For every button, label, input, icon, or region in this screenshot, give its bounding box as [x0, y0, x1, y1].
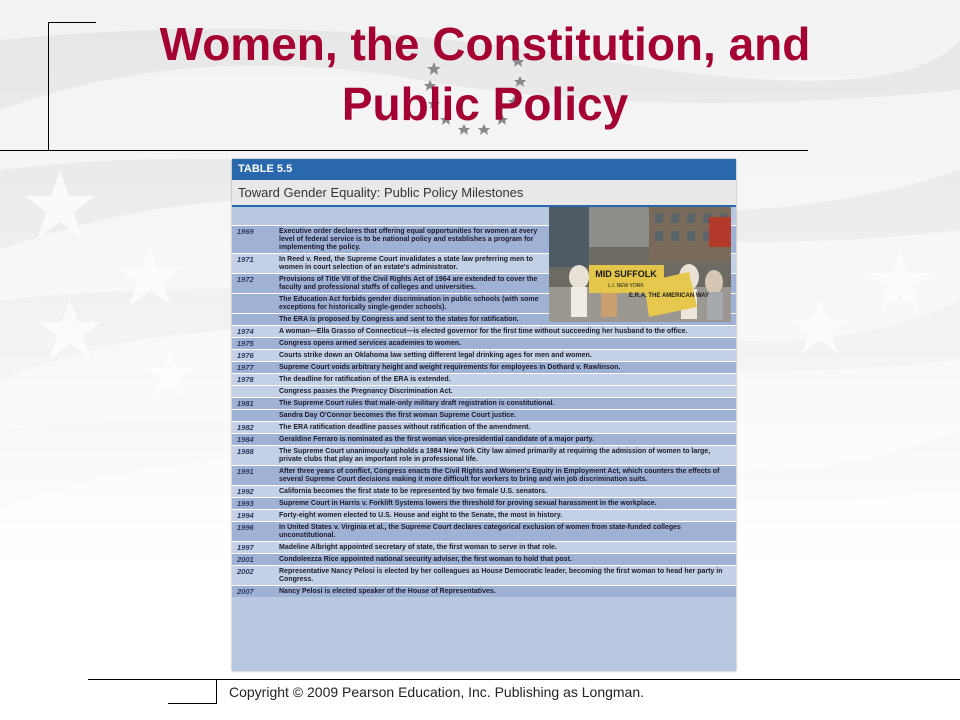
- protest-photo: [549, 207, 731, 322]
- row-text: Congress passes the Pregnancy Discrimination Act.: [279, 388, 453, 395]
- row-text: Provisions of Title VII of the Civil Rights Act of 1964 are extended to cover the faculty and professional staffs of colleges and universities.: [279, 276, 538, 291]
- table-row: [232, 385, 736, 397]
- row-year: 1988: [237, 447, 254, 456]
- footer-box-side: [216, 679, 217, 704]
- row-year: 1991: [237, 467, 254, 476]
- table-row: [232, 585, 736, 597]
- row-year: 1971: [237, 255, 254, 264]
- table-row: [232, 373, 736, 385]
- row-text: The Supreme Court unanimously upholds a 1984 New York City law aimed primarily at requiring the admission of women to large, private clubs that play an important role in professional life.: [279, 448, 711, 463]
- row-text: Sandra Day O'Connor becomes the first woman Supreme Court justice.: [279, 412, 516, 419]
- table-row: [232, 325, 736, 337]
- row-year: 1969: [237, 227, 254, 236]
- table-row: [232, 409, 736, 421]
- row-year: 1982: [237, 423, 254, 432]
- copyright-text: Copyright © 2009 Pearson Education, Inc. Publishing as Longman.: [229, 684, 645, 700]
- row-year: 1974: [237, 327, 254, 336]
- table-row: [232, 349, 736, 361]
- frame-left-line: [48, 22, 49, 150]
- row-year: 1975: [237, 339, 254, 348]
- table-row: [232, 337, 736, 349]
- row-year: 1992: [237, 487, 254, 496]
- row-year: 2001: [237, 555, 254, 564]
- slide-title-line-2: Public Policy: [341, 78, 629, 130]
- row-text: Executive order declares that offering equal opportunities for women at every level of federal service is to be national policy and establishes a program for implementing the policy.: [279, 228, 538, 251]
- row-text: The ERA ratification deadline passes without ratification of the amendment.: [279, 424, 531, 431]
- row-year: 1984: [237, 435, 254, 444]
- row-text: The Supreme Court rules that male-only military draft registration is constitutional.: [279, 400, 555, 407]
- table-row: [232, 397, 736, 409]
- table-row: [232, 553, 736, 565]
- row-text: Supreme Court voids arbitrary height and weight requirements for employees in Dothard v. Rawlinson.: [279, 364, 621, 371]
- table-label: TABLE 5.5: [232, 159, 736, 180]
- table-row: [232, 497, 736, 509]
- table-row: [232, 361, 736, 373]
- row-year: 2002: [237, 567, 254, 576]
- table-row: [232, 509, 736, 521]
- row-year: [232, 314, 275, 325]
- row-year: [232, 386, 275, 397]
- table-row: [232, 485, 736, 497]
- table-row: [232, 445, 736, 465]
- footer-rule: [88, 679, 960, 680]
- row-year: 1981: [237, 399, 254, 408]
- row-year: 1972: [237, 275, 254, 284]
- table-row: [232, 421, 736, 433]
- row-text: The deadline for ratification of the ERA is extended.: [279, 376, 451, 383]
- row-text: The ERA is proposed by Congress and sent to the states for ratification.: [279, 316, 519, 323]
- table-row: [232, 465, 736, 485]
- row-text: Representative Nancy Pelosi is elected by her colleagues as House Democratic leader, becoming the first woman to head her party in Congress.: [279, 568, 723, 583]
- row-year: 1993: [237, 499, 254, 508]
- title-underline: [0, 150, 808, 151]
- footer-box-top: [168, 703, 216, 704]
- row-text: Geraldine Ferraro is nominated as the first woman vice-presidential candidate of a major party.: [279, 436, 594, 443]
- slide-title-line-1: Women, the Constitution, and: [159, 18, 811, 70]
- row-text: A woman—Ella Grasso of Connecticut—is elected governor for the first time without succeeding her husband to the office.: [279, 328, 688, 335]
- table-row: [232, 433, 736, 445]
- table-row: [232, 521, 736, 541]
- table-row: [232, 541, 736, 553]
- row-text: Supreme Court in Harris v. Forklift Systems lowers the threshold for proving sexual harassment in the workplace.: [279, 500, 657, 507]
- table-caption: Toward Gender Equality: Public Policy Milestones: [232, 180, 736, 207]
- row-text: After three years of conflict, Congress enacts the Civil Rights and Women's Equity in Employment Act, which counters the effects of several Supreme Court decisions making it more difficult for workers to bring and win job discrimination suits.: [279, 468, 720, 483]
- row-year: [232, 294, 275, 313]
- row-text: Madeline Albright appointed secretary of state, the first woman to serve in that role.: [279, 544, 557, 551]
- row-text: Courts strike down an Oklahoma law setting different legal drinking ages for men and women.: [279, 352, 592, 359]
- milestones-table: [232, 159, 736, 671]
- row-year: 1994: [237, 511, 254, 520]
- row-text: Forty-eight women elected to U.S. House and eight to the Senate, the most in history.: [279, 512, 563, 519]
- photo-sign-3: E.R.A. THE AMERICAN WAY: [629, 293, 709, 299]
- photo-sign-2: L.I. NEW YORK: [608, 283, 644, 289]
- row-text: Nancy Pelosi is elected speaker of the House of Representatives.: [279, 588, 496, 595]
- row-text: In United States v. Virginia et al., the Supreme Court declares categorical exclusion of women from state-funded colleges unconstitutional.: [279, 524, 681, 539]
- row-text: Congress opens armed services academies to women.: [279, 340, 462, 347]
- table-row: [232, 565, 736, 585]
- slide-title: [60, 14, 910, 134]
- row-text: California becomes the first state to be represented by two female U.S. senators.: [279, 488, 548, 495]
- row-year: 1977: [237, 363, 254, 372]
- row-text: The Education Act forbids gender discrimination in public schools (with some exceptions for historically single-gender schools).: [279, 296, 539, 311]
- photo-sign-1: MID SUFFOLK: [595, 269, 657, 279]
- row-year: 1978: [237, 375, 254, 384]
- row-year: [232, 410, 275, 421]
- row-year: 1997: [237, 543, 254, 552]
- row-year: 2007: [237, 587, 254, 596]
- row-year: 1976: [237, 351, 254, 360]
- row-text: In Reed v. Reed, the Supreme Court invalidates a state law preferring men to women in court selection of an estate's administrator.: [279, 256, 533, 271]
- row-year: 1996: [237, 523, 254, 532]
- row-text: Condoleezza Rice appointed national security adviser, the first woman to hold that post.: [279, 556, 572, 563]
